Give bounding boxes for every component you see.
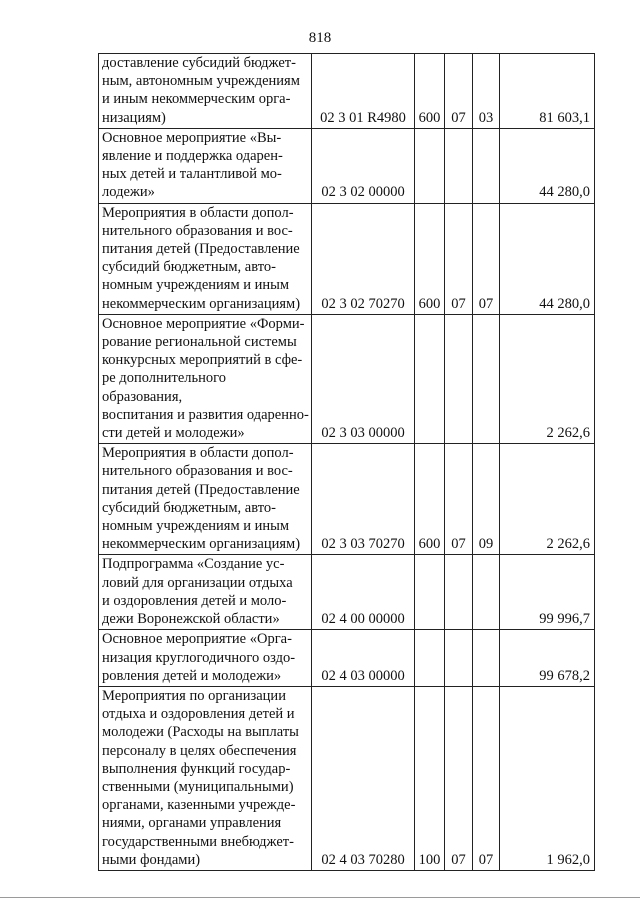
description-line: питания детей (Предоставление <box>102 481 300 498</box>
description-line: номным учреждениям и иным <box>102 277 290 294</box>
description-line: конкурсных мероприятий в сфе- <box>102 352 303 369</box>
expense-type: 600 <box>415 54 445 129</box>
target-code: 02 3 01 R4980 <box>312 54 415 129</box>
description-line: и иным некоммерческим орга- <box>102 91 291 108</box>
section-code: 07 <box>445 686 473 870</box>
description-line: лодежи» <box>102 184 155 201</box>
description-line: воспитания и развития одареннo- <box>102 406 309 423</box>
budget-table <box>98 53 595 871</box>
target-code: 02 3 03 70270 <box>312 444 415 555</box>
amount: 1 962,0 <box>500 686 595 870</box>
description-line: Подпрограмма «Создание ус- <box>102 556 285 573</box>
table-row <box>99 54 595 129</box>
description-line: органами, казенными учрежде- <box>102 797 296 814</box>
section-code: 07 <box>445 203 473 314</box>
target-code: 02 4 00 00000 <box>312 555 415 630</box>
description-line: номным учреждениям и иным <box>102 518 290 535</box>
section-code <box>445 630 473 687</box>
subsection-code <box>473 555 500 630</box>
row-description <box>99 54 312 129</box>
subsection-code <box>473 128 500 203</box>
table-row <box>99 203 595 314</box>
section-code <box>445 555 473 630</box>
table-row <box>99 128 595 203</box>
expense-type <box>415 128 445 203</box>
target-code: 02 3 02 00000 <box>312 128 415 203</box>
description-line: субсидий бюджетным, авто- <box>102 259 276 276</box>
description-line: низациям) <box>102 109 166 126</box>
amount: 99 996,7 <box>500 555 595 630</box>
row-description <box>99 203 312 314</box>
description-line: государственными внебюджет- <box>102 833 294 850</box>
description-line: отдыха и оздоровления детей и <box>102 706 295 723</box>
description-line: Мероприятия в области допол- <box>102 204 294 221</box>
description-line: ных детей и талантливой мо- <box>102 166 282 183</box>
section-code: 07 <box>445 444 473 555</box>
amount: 2 262,6 <box>500 444 595 555</box>
description-line: субсидий бюджетным, авто- <box>102 499 276 516</box>
expense-type: 600 <box>415 444 445 555</box>
description-line: Основное мероприятие «Орга- <box>102 631 292 648</box>
description-line: ственными (муниципальными) <box>102 778 294 795</box>
page-number: 818 <box>308 30 332 46</box>
subsection-code: 09 <box>473 444 500 555</box>
expense-type: 100 <box>415 686 445 870</box>
subsection-code: 07 <box>473 686 500 870</box>
description-line: Мероприятия в области допол- <box>102 445 294 462</box>
section-code <box>445 128 473 203</box>
description-line: ре дополнительного образования, <box>102 370 226 405</box>
description-line: рование региональной системы <box>102 334 297 351</box>
description-line: Основное мероприятие «Вы- <box>102 129 282 146</box>
description-line: ным, автономным учреждениям <box>102 73 300 90</box>
row-description <box>99 686 312 870</box>
description-line: некоммерческим организациям) <box>102 536 301 553</box>
row-description <box>99 630 312 687</box>
target-code: 02 4 03 00000 <box>312 630 415 687</box>
description-line: Мероприятия по организации <box>102 687 286 704</box>
target-code: 02 4 03 70280 <box>312 686 415 870</box>
bottom-rule <box>0 897 640 898</box>
description-line: некоммерческим организациям) <box>102 295 301 312</box>
description-line: нительного образования и вос- <box>102 222 293 239</box>
expense-type: 600 <box>415 203 445 314</box>
description-line: явление и поддержка одарен- <box>102 148 283 165</box>
description-line: Основное мероприятие «Форми- <box>102 315 305 332</box>
description-line: низация круглогодичного оздо- <box>102 649 296 666</box>
description-line: ниями, органами управления <box>102 815 282 832</box>
subsection-code: 03 <box>473 54 500 129</box>
section-code <box>445 314 473 443</box>
row-description <box>99 128 312 203</box>
description-line: нительного образования и вос- <box>102 463 293 480</box>
amount: 81 603,1 <box>500 54 595 129</box>
expense-type <box>415 630 445 687</box>
amount: 2 262,6 <box>500 314 595 443</box>
amount: 44 280,0 <box>500 203 595 314</box>
row-description <box>99 555 312 630</box>
row-description <box>99 444 312 555</box>
target-code: 02 3 03 00000 <box>312 314 415 443</box>
description-line: выполнения функций государ- <box>102 760 291 777</box>
description-line: персоналу в целях обеспечения <box>102 742 297 759</box>
section-code: 07 <box>445 54 473 129</box>
subsection-code: 07 <box>473 203 500 314</box>
budget-table-body <box>99 54 595 871</box>
row-description <box>99 314 312 443</box>
description-line: сти детей и молодежи» <box>102 425 245 442</box>
description-line: дежи Воронежской области» <box>102 611 280 628</box>
description-line: ными фондами) <box>102 851 201 868</box>
target-code: 02 3 02 70270 <box>312 203 415 314</box>
description-line: молодежи (Расходы на выплаты <box>102 724 299 741</box>
table-row <box>99 630 595 687</box>
subsection-code <box>473 314 500 443</box>
table-row <box>99 686 595 870</box>
table-row <box>99 314 595 443</box>
amount: 44 280,0 <box>500 128 595 203</box>
table-row <box>99 444 595 555</box>
description-line: ловий для организации отдыха <box>102 574 293 591</box>
description-line: доставление субсидий бюджет- <box>102 55 296 71</box>
expense-type <box>415 314 445 443</box>
description-line: питания детей (Предоставление <box>102 241 300 258</box>
description-line: ровления детей и молодежи» <box>102 667 282 684</box>
table-row <box>99 555 595 630</box>
description-line: и оздоровления детей и моло- <box>102 592 287 609</box>
subsection-code <box>473 630 500 687</box>
amount: 99 678,2 <box>500 630 595 687</box>
expense-type <box>415 555 445 630</box>
